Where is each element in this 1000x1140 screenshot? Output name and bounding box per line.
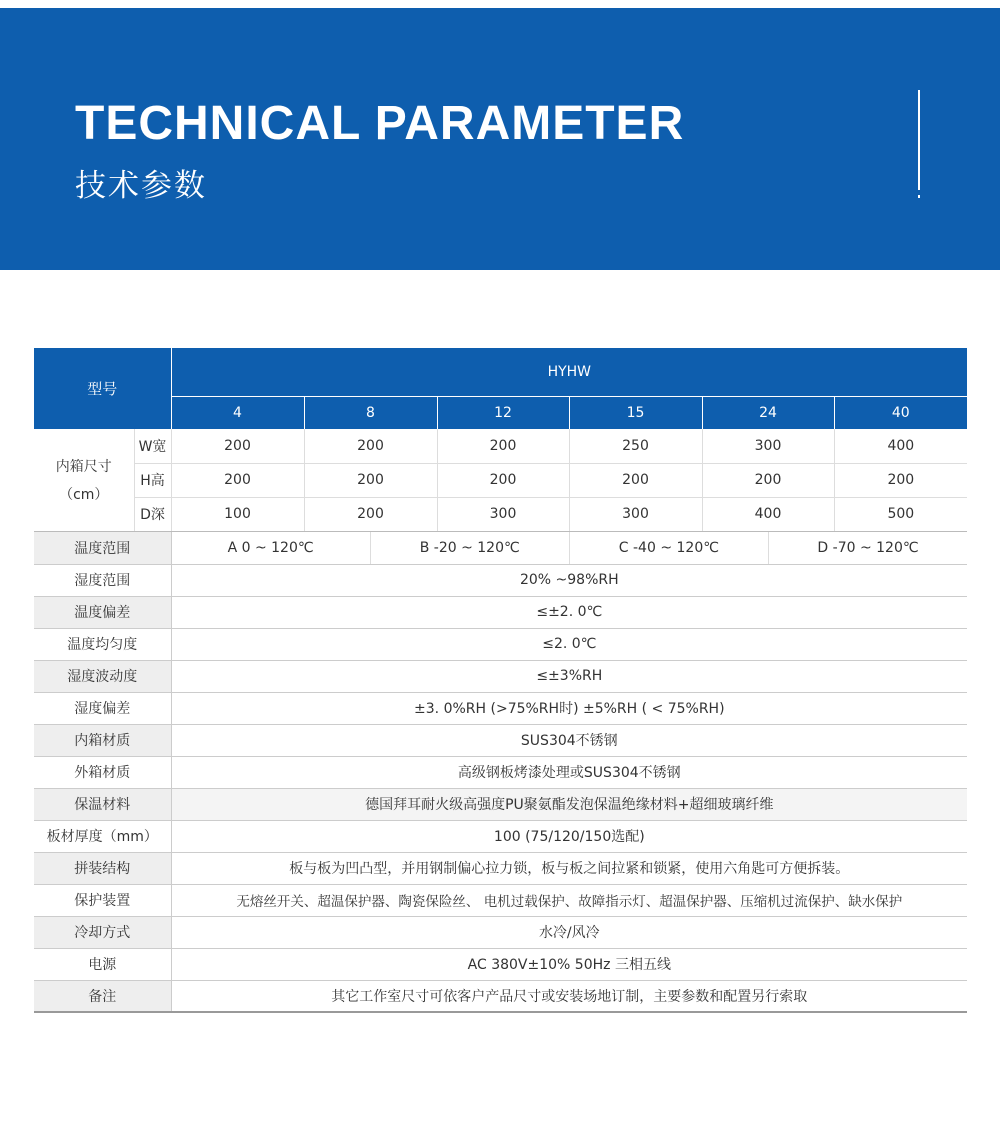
- temp-range-values: [171, 531, 967, 564]
- row-value: SUS304不锈钢: [171, 724, 967, 756]
- model-number: 12: [437, 396, 569, 429]
- dim-value: 200: [569, 463, 702, 497]
- row-value: ±3. 0%RH (>75%RH时) ±5%RH ( < 75%RH): [171, 692, 967, 724]
- param-row: [34, 884, 967, 916]
- header-banner: [0, 8, 1000, 270]
- row-label: 冷却方式: [34, 916, 171, 948]
- row-label: 备注: [34, 980, 171, 1012]
- param-row: [34, 628, 967, 660]
- row-label: 湿度波动度: [34, 660, 171, 692]
- param-row: [34, 852, 967, 884]
- temp-range-row: [34, 531, 967, 564]
- row-value: AC 380V±10% 50Hz 三相五线: [171, 948, 967, 980]
- dim-value: 250: [569, 429, 702, 463]
- series-name: HYHW: [171, 348, 967, 396]
- dim-value: 200: [171, 463, 304, 497]
- row-value: ≤±3%RH: [171, 660, 967, 692]
- param-row: [34, 724, 967, 756]
- dim-row-depth: [34, 497, 967, 531]
- model-label: 型号: [34, 348, 171, 429]
- page-subtitle: 技术参数: [75, 168, 207, 204]
- row-label: 湿度范围: [34, 564, 171, 596]
- dim-value: 300: [437, 497, 569, 531]
- dim-value: 400: [834, 429, 967, 463]
- param-row: [34, 756, 967, 788]
- row-label: 温度偏差: [34, 596, 171, 628]
- spec-table: [34, 348, 967, 1013]
- temp-range-option: C -40 ~ 120℃: [570, 532, 769, 564]
- param-row: [34, 916, 967, 948]
- decorative-divider: [918, 90, 920, 190]
- row-label: 保护装置: [34, 884, 171, 916]
- dim-row-height: [34, 463, 967, 497]
- row-value: 20% ~98%RH: [171, 564, 967, 596]
- dim-value: 200: [437, 463, 569, 497]
- param-row: [34, 564, 967, 596]
- dim-label: H高: [134, 463, 171, 497]
- dim-value: 400: [702, 497, 834, 531]
- dim-value: 300: [702, 429, 834, 463]
- param-row: [34, 948, 967, 980]
- row-value: ≤2. 0℃: [171, 628, 967, 660]
- dim-value: 200: [304, 463, 437, 497]
- dim-value: 200: [304, 497, 437, 531]
- param-row: [34, 596, 967, 628]
- model-number: 4: [171, 396, 304, 429]
- param-row: [34, 788, 967, 820]
- row-value: 高级钢板烤漆处理或SUS304不锈钢: [171, 756, 967, 788]
- row-label: 内箱材质: [34, 724, 171, 756]
- row-value: 水冷/风冷: [171, 916, 967, 948]
- dim-label: D深: [134, 497, 171, 531]
- model-numbers-row: [34, 396, 967, 429]
- row-value: ≤±2. 0℃: [171, 596, 967, 628]
- temp-range-option: A 0 ~ 120℃: [172, 532, 371, 564]
- table-header-row: [34, 348, 967, 396]
- row-value: 100 (75/120/150选配): [171, 820, 967, 852]
- param-row: [34, 692, 967, 724]
- model-number: 24: [702, 396, 834, 429]
- row-label: 板材厚度（mm）: [34, 820, 171, 852]
- param-row: [34, 820, 967, 852]
- row-label: 外箱材质: [34, 756, 171, 788]
- dim-value: 200: [834, 463, 967, 497]
- model-number: 15: [569, 396, 702, 429]
- dim-value: 300: [569, 497, 702, 531]
- dim-value: 200: [171, 429, 304, 463]
- decorative-dot: [918, 195, 920, 198]
- row-value: 德国拜耳耐火级高强度PU聚氨酯发泡保温绝缘材料+超细玻璃纤维: [171, 788, 967, 820]
- inner-size-label: 内箱尺寸 （cm）: [34, 429, 134, 531]
- row-label: 拼装结构: [34, 852, 171, 884]
- temp-range-option: D -70 ~ 120℃: [769, 532, 967, 564]
- row-label: 电源: [34, 948, 171, 980]
- row-value: 其它工作室尺寸可依客户产品尺寸或安装场地订制，主要参数和配置另行索取: [171, 980, 967, 1012]
- row-label: 湿度偏差: [34, 692, 171, 724]
- param-row: [34, 660, 967, 692]
- model-number: 40: [834, 396, 967, 429]
- dim-value: 200: [304, 429, 437, 463]
- param-row: [34, 980, 967, 1012]
- row-value: 无熔丝开关、超温保护器、陶瓷保险丝、 电机过载保护、故障指示灯、超温保护器、压缩机过流保护、缺水保护: [171, 884, 967, 916]
- dim-value: 100: [171, 497, 304, 531]
- model-number: 8: [304, 396, 437, 429]
- row-label: 保温材料: [34, 788, 171, 820]
- dim-row-width: [34, 429, 967, 463]
- row-label: 温度范围: [34, 531, 171, 564]
- temp-range-option: B -20 ~ 120℃: [371, 532, 570, 564]
- row-value: 板与板为凹凸型，并用钢制偏心拉力锁，板与板之间拉紧和锁紧，使用六角匙可方便拆装。: [171, 852, 967, 884]
- row-label: 温度均匀度: [34, 628, 171, 660]
- dim-value: 200: [702, 463, 834, 497]
- dim-label: W宽: [134, 429, 171, 463]
- page-title: TECHNICAL PARAMETER: [75, 97, 685, 150]
- dim-value: 500: [834, 497, 967, 531]
- dim-value: 200: [437, 429, 569, 463]
